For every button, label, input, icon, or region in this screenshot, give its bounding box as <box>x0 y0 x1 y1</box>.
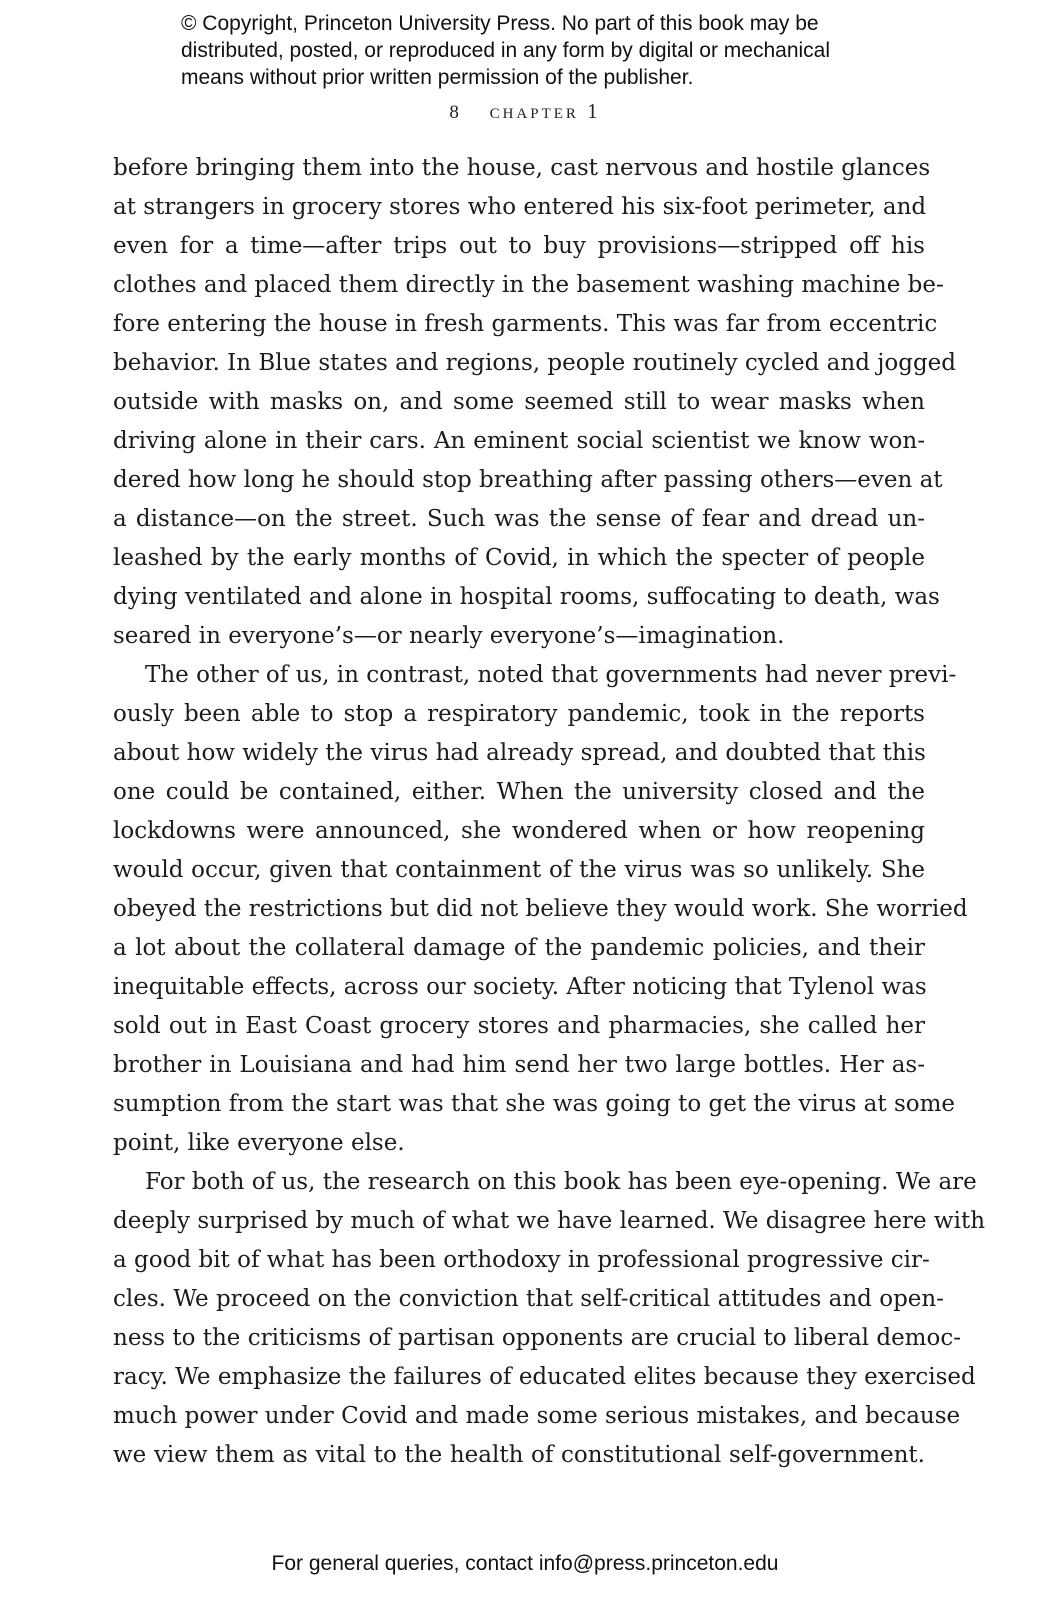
text-line: ness to the criticisms of partisan opponents are crucial to liberal democ- <box>113 1325 961 1351</box>
text-line: a distance—on the street. Such was the sense of fear and dread un- <box>113 506 925 532</box>
body-text <box>113 149 986 1475</box>
paragraph-1 <box>113 149 957 656</box>
paragraph-2 <box>113 656 968 1163</box>
running-head <box>0 99 1050 124</box>
text-line: a lot about the collateral damage of the pandemic policies, and their <box>113 935 925 961</box>
text-line: one could be contained, either. When the university closed and the <box>113 779 925 805</box>
text-line: outside with masks on, and some seemed still to wear masks when <box>113 389 925 415</box>
text-line: sumption from the start was that she was going to get the virus at some <box>113 1091 956 1117</box>
text-line: clothes and placed them directly in the basement washing machine be- <box>113 272 944 298</box>
copyright-line: means without prior written permission of the publisher. <box>181 66 694 89</box>
text-line: about how widely the virus had already spread, and doubted that this <box>113 740 926 766</box>
copyright-notice <box>181 10 901 91</box>
footer-contact: For general queries, contact info@press.princeton.edu <box>271 1552 779 1575</box>
text-line: racy. We emphasize the failures of educated elites because they exercised <box>113 1364 976 1390</box>
page-number: 8 <box>449 102 461 123</box>
paragraph-3 <box>113 1163 986 1475</box>
text-line: obeyed the restrictions but did not believe they would work. She worried <box>113 896 968 922</box>
text-line: sold out in East Coast grocery stores and pharmacies, she called her <box>113 1013 925 1039</box>
text-line: brother in Louisiana and had him send her two large bottles. Her as- <box>113 1052 925 1078</box>
text-line: point, like everyone else. <box>113 1130 405 1156</box>
text-line: even for a time—after trips out to buy provisions—stripped off his <box>113 233 925 259</box>
text-line: we view them as vital to the health of constitutional self-government. <box>113 1442 925 1468</box>
text-line: ously been able to stop a respiratory pandemic, took in the reports <box>113 701 925 727</box>
text-line: For both of us, the research on this book has been eye-opening. We are <box>145 1169 977 1195</box>
text-line: a good bit of what has been orthodoxy in professional progressive cir- <box>113 1247 930 1273</box>
text-line: much power under Covid and made some serious mistakes, and because <box>113 1403 961 1429</box>
text-line: deeply surprised by much of what we have learned. We disagree here with <box>113 1208 986 1234</box>
text-line: dered how long he should stop breathing after passing others—even at <box>113 467 943 493</box>
text-line: cles. We proceed on the conviction that self-critical attitudes and open- <box>113 1286 944 1312</box>
copyright-line: distributed, posted, or reproduced in any form by digital or mechanical <box>181 39 831 62</box>
text-line: leashed by the early months of Covid, in which the specter of people <box>113 545 925 571</box>
text-line: The other of us, in contrast, noted that governments had never previ- <box>145 662 957 688</box>
copyright-line: © Copyright, Princeton University Press. No part of this book may be <box>181 12 819 35</box>
chapter-label: chapter 1 <box>489 99 601 123</box>
text-line: dying ventilated and alone in hospital rooms, suffocating to death, was <box>113 584 940 610</box>
text-line: lockdowns were announced, she wondered when or how reopening <box>113 818 925 844</box>
text-line: before bringing them into the house, cast nervous and hostile glances <box>113 155 931 181</box>
text-line: behavior. In Blue states and regions, people routinely cycled and jogged <box>113 350 957 376</box>
text-line: seared in everyone’s—or nearly everyone’s—imagination. <box>113 623 785 649</box>
text-line: would occur, given that containment of the virus was so unlikely. She <box>113 857 925 883</box>
text-line: inequitable effects, across our society. After noticing that Tylenol was <box>113 974 927 1000</box>
text-line: driving alone in their cars. An eminent social scientist we know won- <box>113 428 925 454</box>
text-line: fore entering the house in fresh garments. This was far from eccentric <box>113 311 938 337</box>
text-line: at strangers in grocery stores who entered his six-foot perimeter, and <box>113 194 927 220</box>
